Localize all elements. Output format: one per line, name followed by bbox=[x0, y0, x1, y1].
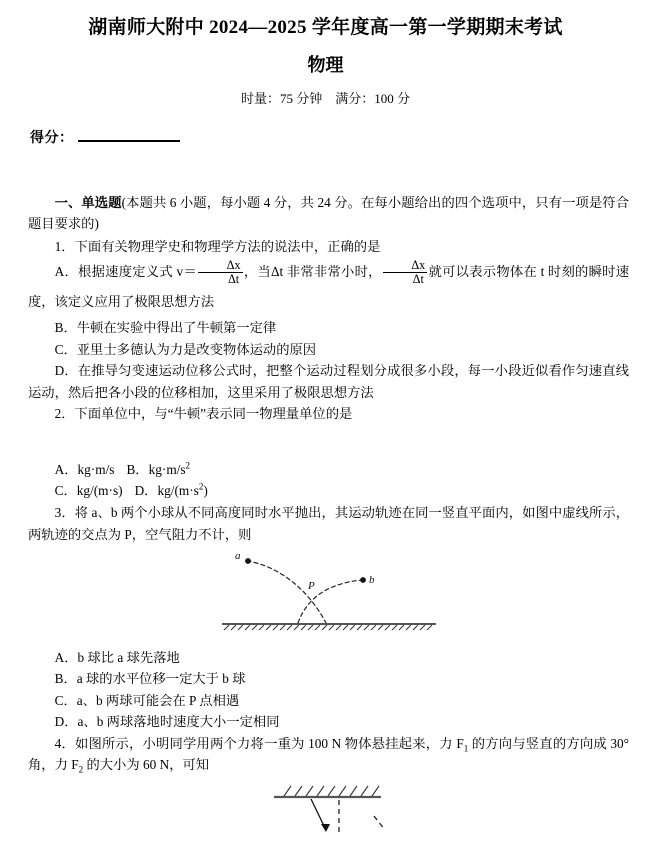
option-c-text: a、b 两球可能会在 P 点相遇 bbox=[76, 692, 240, 708]
question-3-option-b bbox=[28, 668, 629, 690]
force-f2-dashed-line bbox=[374, 816, 385, 830]
question-1-text: 下面有关物理学史和物理学方法的说法中，正确的是 bbox=[74, 238, 381, 254]
intersection-point-p-label: P bbox=[307, 580, 315, 593]
option-b-label: B． bbox=[54, 671, 77, 687]
option-d-text: 在推导匀变速运动位移公式时，把整个运动过程划分成很多小段，每一小段近似看作匀速直线运动，然后把各小段的位移相加，这里采用了极限思想方法 bbox=[28, 363, 629, 400]
ball-b-label: b bbox=[368, 574, 374, 587]
question-1-option-d bbox=[28, 360, 629, 403]
option-a-mid: ，当Δt 非常非常小时， bbox=[243, 264, 382, 280]
option-b-text: kg·m/s bbox=[148, 461, 186, 477]
question-2-stem bbox=[28, 403, 629, 425]
question-1-option-c bbox=[28, 339, 629, 361]
option-c-label: C． bbox=[54, 341, 77, 357]
option-a-post: 就可以表示物体在 t 时刻的瞬时速度，该定义应用了极限思想方法 bbox=[28, 264, 629, 310]
option-a-pre: 根据速度定义式 v＝ bbox=[78, 264, 198, 280]
exam-meta bbox=[0, 90, 651, 108]
option-b-text: 牛顿在实验中得出了牛顿第一定律 bbox=[76, 320, 277, 336]
question-3-option-a bbox=[28, 647, 629, 669]
score-blank-line[interactable] bbox=[78, 127, 180, 142]
option-a-text: kg·m/s bbox=[77, 461, 115, 477]
fraction-denominator: Δt bbox=[383, 272, 428, 286]
question-3-option-c bbox=[28, 690, 629, 712]
question-2-figure-space bbox=[28, 425, 629, 459]
option-a-label: A． bbox=[54, 461, 78, 477]
force-f1-arrowhead bbox=[321, 824, 330, 832]
fraction-numerator: Δx bbox=[226, 257, 241, 272]
option-d-label: D． bbox=[134, 483, 158, 499]
ground-hatching bbox=[224, 625, 432, 630]
duration-label: 时量：75 分钟 bbox=[240, 90, 323, 106]
option-b-label: B． bbox=[54, 320, 77, 336]
question-2-text: 下面单位中，与“牛顿”表示同一物理量单位的是 bbox=[74, 406, 353, 422]
ceiling-hatching bbox=[284, 786, 379, 796]
force-f1-subscript: 1 bbox=[463, 743, 469, 754]
fraction-dx-dt-1 bbox=[198, 259, 243, 286]
question-4-text-pre: 如图所示，小明同学用两个力将一重为 100 N 物体悬挂起来，力 F bbox=[74, 735, 464, 751]
page-title: 湖南师大附中 2024—2025 学年度高一第一学期期末考试 bbox=[88, 17, 563, 38]
option-c-text: 亚里士多德认为力是改变物体运动的原因 bbox=[76, 341, 317, 357]
section-heading bbox=[28, 192, 629, 235]
question-2-options-row-2 bbox=[28, 480, 629, 502]
question-3-option-d bbox=[28, 711, 629, 733]
option-d-text: a、b 两球落地时速度大小一定相同 bbox=[77, 714, 280, 730]
score-label: 得分： bbox=[30, 130, 74, 146]
option-c-label: C． bbox=[54, 692, 77, 708]
trajectory-a-dashed-path bbox=[247, 561, 326, 623]
option-c-label: C． bbox=[54, 483, 77, 499]
question-4-stem bbox=[28, 733, 629, 776]
score-field bbox=[30, 127, 651, 147]
hanging-forces-figure-svg bbox=[229, 778, 429, 838]
exam-page bbox=[0, 14, 651, 792]
hanging-object-forces-diagram bbox=[28, 778, 629, 844]
question-1-stem bbox=[28, 236, 629, 258]
force-f2-subscript: 2 bbox=[78, 764, 84, 775]
option-b-label: B． bbox=[126, 461, 149, 477]
projectile-trajectories-diagram bbox=[28, 547, 629, 640]
option-a-text: b 球比 a 球先落地 bbox=[77, 649, 180, 665]
question-4-number: 4． bbox=[54, 735, 75, 751]
section-heading-bold: 一、单选题 bbox=[54, 194, 122, 210]
option-d-label: D． bbox=[54, 714, 78, 730]
option-c-text: kg/(m·s) bbox=[76, 483, 123, 499]
exam-content bbox=[0, 192, 651, 844]
ball-a-marker bbox=[245, 558, 251, 564]
question-2-number: 2． bbox=[54, 406, 75, 422]
fraction-denominator: Δt bbox=[198, 272, 243, 286]
fraction-dx-dt-2 bbox=[383, 259, 428, 286]
question-1-option-a bbox=[28, 257, 629, 317]
question-3-stem bbox=[28, 502, 629, 545]
option-d-text: kg/(m·s bbox=[157, 483, 199, 499]
question-4-text-mid: 的方向与竖直的方向成 30°角，力 F bbox=[28, 735, 630, 773]
option-a-label: A． bbox=[54, 264, 79, 280]
question-4-text-post: 的大小为 60 N，可知 bbox=[83, 757, 210, 773]
option-b-exponent: 2 bbox=[185, 460, 191, 471]
option-d-tail: ) bbox=[203, 483, 208, 499]
option-b-text: a 球的水平位移一定大于 b 球 bbox=[76, 671, 246, 687]
figure-bottom-space bbox=[28, 640, 629, 647]
option-d-exponent: 2 bbox=[198, 482, 204, 493]
subject-title: 物理 bbox=[307, 54, 344, 75]
question-3-text: 将 a、b 两个小球从不同高度同时水平抛出，其运动轨迹在同一竖直平面内，如图中虚线所示，两轨迹的交点为 P，空气阻力不计，则 bbox=[28, 505, 629, 542]
total-score-label: 满分：100 分 bbox=[335, 90, 411, 106]
question-2-options-row-1 bbox=[28, 459, 629, 481]
section-heading-rest: (本题共 6 小题，每小题 4 分，共 24 分。在每小题给出的四个选项中，只有一项是符合题目要求的) bbox=[28, 194, 630, 232]
projectile-figure-svg bbox=[214, 547, 444, 633]
question-3-number: 3． bbox=[54, 505, 75, 520]
ball-a-label: a bbox=[234, 550, 240, 563]
fraction-numerator: Δx bbox=[411, 257, 426, 272]
ball-b-marker bbox=[360, 577, 366, 583]
option-a-label: A． bbox=[54, 649, 78, 665]
question-1-option-b bbox=[28, 317, 629, 339]
question-1-number: 1． bbox=[54, 238, 75, 254]
option-d-label: D． bbox=[54, 363, 78, 379]
